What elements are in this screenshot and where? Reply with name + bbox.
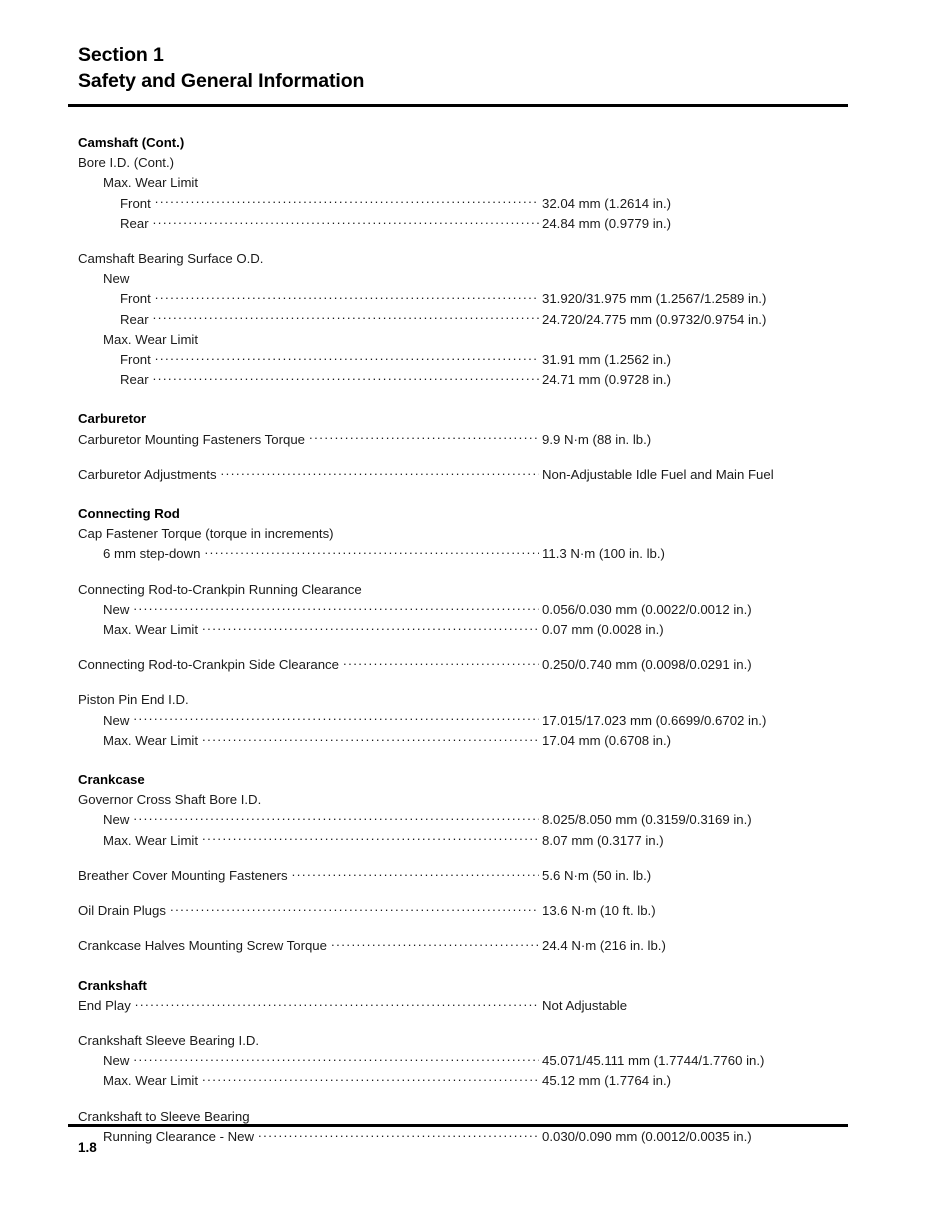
spec-row bbox=[78, 270, 848, 288]
spec-label: Crankshaft to Sleeve Bearing bbox=[78, 1108, 250, 1124]
spec-row bbox=[78, 771, 848, 789]
dot-leader bbox=[153, 311, 539, 324]
spec-label: Running Clearance - New bbox=[103, 1128, 254, 1144]
spec-group-heading: Carburetor bbox=[78, 411, 147, 427]
spec-label: Max. Wear Limit bbox=[103, 622, 199, 638]
spec-value: 24.71 mm (0.9728 in.) bbox=[542, 372, 672, 388]
spec-row bbox=[78, 1128, 848, 1146]
spec-value: 17.04 mm (0.6708 in.) bbox=[542, 732, 672, 748]
spec-row bbox=[78, 1072, 848, 1090]
spec-label: Rear bbox=[120, 372, 149, 388]
spec-label: Breather Cover Mounting Fasteners bbox=[78, 867, 288, 883]
spec-label: Bore I.D. (Cont.) bbox=[78, 155, 175, 171]
spec-row bbox=[78, 545, 848, 563]
spec-label: Front bbox=[120, 291, 151, 307]
spec-value: Non-Adjustable Idle Fuel and Main Fuel bbox=[542, 466, 774, 482]
dot-leader bbox=[133, 1052, 539, 1065]
dot-leader bbox=[202, 732, 539, 745]
dot-leader bbox=[202, 621, 539, 634]
spec-row bbox=[78, 351, 848, 369]
spec-value: 31.920/31.975 mm (1.2567/1.2589 in.) bbox=[542, 291, 767, 307]
spec-row bbox=[78, 1032, 848, 1050]
spec-row bbox=[78, 1108, 848, 1126]
spec-label: Carburetor Mounting Fasteners Torque bbox=[78, 431, 305, 447]
spec-value: 8.07 mm (0.3177 in.) bbox=[542, 832, 664, 848]
spec-label: Carburetor Adjustments bbox=[78, 466, 217, 482]
spec-label: New bbox=[103, 1053, 130, 1069]
spec-label: New bbox=[103, 271, 130, 287]
spec-label: Cap Fastener Torque (torque in increments) bbox=[78, 526, 334, 542]
dot-leader bbox=[258, 1128, 539, 1141]
spec-row bbox=[78, 154, 848, 172]
spec-row bbox=[78, 867, 848, 885]
spec-row bbox=[78, 195, 848, 213]
spec-value: 0.056/0.030 mm (0.0022/0.0012 in.) bbox=[542, 601, 752, 617]
spec-label: Piston Pin End I.D. bbox=[78, 692, 189, 708]
spec-label: Connecting Rod-to-Crankpin Running Clearance bbox=[78, 581, 362, 597]
spec-value: 32.04 mm (1.2614 in.) bbox=[542, 195, 672, 211]
spec-label: Max. Wear Limit bbox=[103, 1073, 199, 1089]
spec-label: Rear bbox=[120, 215, 149, 231]
footer-divider-rule bbox=[68, 1124, 848, 1127]
dot-leader bbox=[133, 712, 539, 725]
spec-row bbox=[78, 811, 848, 829]
spec-value: 8.025/8.050 mm (0.3159/0.3169 in.) bbox=[542, 812, 752, 828]
spec-label: Camshaft Bearing Surface O.D. bbox=[78, 251, 264, 267]
spec-row bbox=[78, 134, 848, 152]
spec-value: 11.3 N·m (100 in. lb.) bbox=[542, 546, 665, 562]
spec-row bbox=[78, 581, 848, 599]
spec-value: 5.6 N·m (50 in. lb.) bbox=[542, 867, 652, 883]
spec-row bbox=[78, 601, 848, 619]
spec-row bbox=[78, 371, 848, 389]
spec-row bbox=[78, 691, 848, 709]
spec-group-heading: Connecting Rod bbox=[78, 506, 180, 522]
spec-label: 6 mm step-down bbox=[103, 546, 201, 562]
spec-row bbox=[78, 937, 848, 955]
spec-row bbox=[78, 311, 848, 329]
dot-leader bbox=[221, 466, 539, 479]
spec-value: 17.015/17.023 mm (0.6699/0.6702 in.) bbox=[542, 712, 767, 728]
dot-leader bbox=[202, 832, 539, 845]
spec-group-heading: Crankcase bbox=[78, 772, 145, 788]
spec-label: Max. Wear Limit bbox=[103, 732, 199, 748]
spec-value: 31.91 mm (1.2562 in.) bbox=[542, 352, 672, 368]
dot-leader bbox=[133, 601, 539, 614]
spec-row bbox=[78, 621, 848, 639]
spec-row bbox=[78, 431, 848, 449]
spec-value: 45.071/45.111 mm (1.7744/1.7760 in.) bbox=[542, 1053, 765, 1069]
spec-label: Connecting Rod-to-Crankpin Side Clearance bbox=[78, 657, 339, 673]
dot-leader bbox=[309, 431, 539, 444]
spec-value: 13.6 N·m (10 ft. lb.) bbox=[542, 903, 656, 919]
spec-row bbox=[78, 250, 848, 268]
spec-row bbox=[78, 732, 848, 750]
dot-leader bbox=[153, 371, 539, 384]
dot-leader bbox=[155, 351, 539, 364]
spec-label: End Play bbox=[78, 997, 131, 1013]
spec-row bbox=[78, 832, 848, 850]
spec-label: Max. Wear Limit bbox=[103, 832, 199, 848]
spec-value: 24.4 N·m (216 in. lb.) bbox=[542, 938, 666, 954]
spec-row bbox=[78, 466, 848, 484]
spec-group-heading: Crankshaft bbox=[78, 977, 147, 993]
spec-row bbox=[78, 410, 848, 428]
spec-row bbox=[78, 656, 848, 674]
spec-row bbox=[78, 902, 848, 920]
page-header bbox=[78, 42, 848, 94]
spec-row bbox=[78, 1052, 848, 1070]
spec-value: 24.84 mm (0.9779 in.) bbox=[542, 215, 672, 231]
spec-label: Crankshaft Sleeve Bearing I.D. bbox=[78, 1032, 260, 1048]
spec-label: Front bbox=[120, 195, 151, 211]
spec-row bbox=[78, 215, 848, 233]
spec-row bbox=[78, 331, 848, 349]
spec-row bbox=[78, 977, 848, 995]
dot-leader bbox=[292, 867, 539, 880]
dot-leader bbox=[155, 290, 539, 303]
header-divider-rule bbox=[68, 104, 848, 107]
spec-label: Governor Cross Shaft Bore I.D. bbox=[78, 792, 262, 808]
spec-value: 0.030/0.090 mm (0.0012/0.0035 in.) bbox=[542, 1128, 752, 1144]
spec-group-heading: Camshaft (Cont.) bbox=[78, 135, 185, 150]
page-title: Safety and General Information bbox=[78, 70, 365, 92]
page-number: 1.8 bbox=[78, 1140, 97, 1155]
spec-label: New bbox=[103, 712, 130, 728]
spec-row bbox=[78, 997, 848, 1015]
dot-leader bbox=[135, 997, 539, 1010]
dot-leader bbox=[331, 937, 539, 950]
spec-label: Rear bbox=[120, 311, 149, 327]
spec-label: New bbox=[103, 812, 130, 828]
spec-label: Crankcase Halves Mounting Screw Torque bbox=[78, 938, 327, 954]
spec-label: Max. Wear Limit bbox=[103, 331, 199, 347]
spec-row bbox=[78, 712, 848, 730]
section-number: Section 1 bbox=[78, 44, 164, 66]
spec-value: 9.9 N·m (88 in. lb.) bbox=[542, 431, 652, 447]
spec-label: Oil Drain Plugs bbox=[78, 903, 166, 919]
spec-value: 45.12 mm (1.7764 in.) bbox=[542, 1073, 672, 1089]
spec-value: 24.720/24.775 mm (0.9732/0.9754 in.) bbox=[542, 311, 767, 327]
spec-row bbox=[78, 525, 848, 543]
spec-value: Not Adjustable bbox=[542, 997, 628, 1013]
dot-leader bbox=[133, 811, 539, 824]
spec-row bbox=[78, 505, 848, 523]
dot-leader bbox=[202, 1072, 539, 1085]
spec-label: Max. Wear Limit bbox=[103, 175, 199, 191]
dot-leader bbox=[155, 195, 539, 208]
spec-value: 0.07 mm (0.0028 in.) bbox=[542, 622, 664, 638]
dot-leader bbox=[204, 545, 539, 558]
spec-label: New bbox=[103, 601, 130, 617]
spec-row bbox=[78, 791, 848, 809]
specifications-list bbox=[78, 134, 848, 1146]
spec-row bbox=[78, 174, 848, 192]
spec-value: 0.250/0.740 mm (0.0098/0.0291 in.) bbox=[542, 657, 752, 673]
spec-label: Front bbox=[120, 352, 151, 368]
dot-leader bbox=[153, 215, 539, 228]
dot-leader bbox=[343, 656, 539, 669]
dot-leader bbox=[170, 902, 539, 915]
spec-row bbox=[78, 290, 848, 308]
